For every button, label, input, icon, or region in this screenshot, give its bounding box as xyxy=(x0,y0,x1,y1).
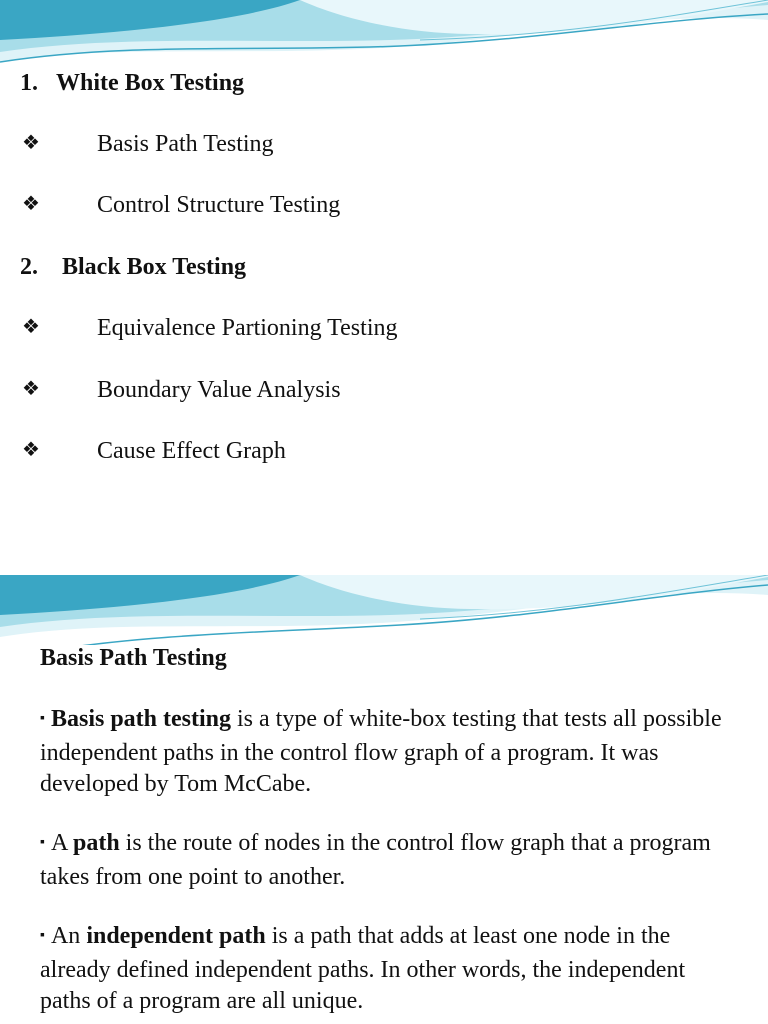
list-item: Control Structure Testing xyxy=(97,192,341,218)
section-2-number: 2. xyxy=(20,254,38,280)
header-wave-decoration xyxy=(0,575,768,645)
list-item: Boundary Value Analysis xyxy=(97,377,341,403)
section-2-heading xyxy=(20,252,246,282)
term-bold: path xyxy=(72,830,120,856)
diamond-bullet-icon: ❖ xyxy=(22,193,40,215)
list-item: Cause Effect Graph xyxy=(97,438,286,464)
paragraph xyxy=(40,828,740,893)
paragraph-text: is a path that adds at least one node in the already defined independent paths. In other words, the independent paths of a program are all unique. xyxy=(40,923,686,1014)
square-bullet-icon: ▪ xyxy=(40,711,45,726)
paragraph xyxy=(40,921,740,1017)
paragraph-text: is a type of white-box testing that tests all possible independent paths in the control flow graph of a program. It was developed by Tom McCabe. xyxy=(40,706,722,797)
paragraph xyxy=(40,704,740,800)
slide-title: Basis Path Testing xyxy=(40,645,227,671)
header-wave-decoration xyxy=(0,0,768,70)
diamond-bullet-icon: ❖ xyxy=(22,439,40,461)
diamond-bullet-icon: ❖ xyxy=(22,132,40,154)
paragraph-prefix: A xyxy=(50,830,73,856)
list-item: Equivalence Partioning Testing xyxy=(97,315,398,341)
term-bold: Basis path testing xyxy=(50,706,232,732)
diamond-bullet-icon: ❖ xyxy=(22,378,40,400)
square-bullet-icon: ▪ xyxy=(40,928,45,943)
section-2-title: Black Box Testing xyxy=(62,254,247,280)
square-bullet-icon: ▪ xyxy=(40,835,45,850)
section-1-title: White Box Testing xyxy=(56,70,245,96)
term-bold: independent path xyxy=(86,923,266,949)
slide-2 xyxy=(0,575,768,1024)
paragraph-text: is the route of nodes in the control flow graph that a program takes from one point to another. xyxy=(40,830,711,890)
section-1-number: 1. xyxy=(20,70,38,96)
diamond-bullet-icon: ❖ xyxy=(22,316,40,338)
paragraph-prefix: An xyxy=(50,923,87,949)
list-item: Basis Path Testing xyxy=(97,131,274,157)
section-1-heading xyxy=(20,68,244,98)
